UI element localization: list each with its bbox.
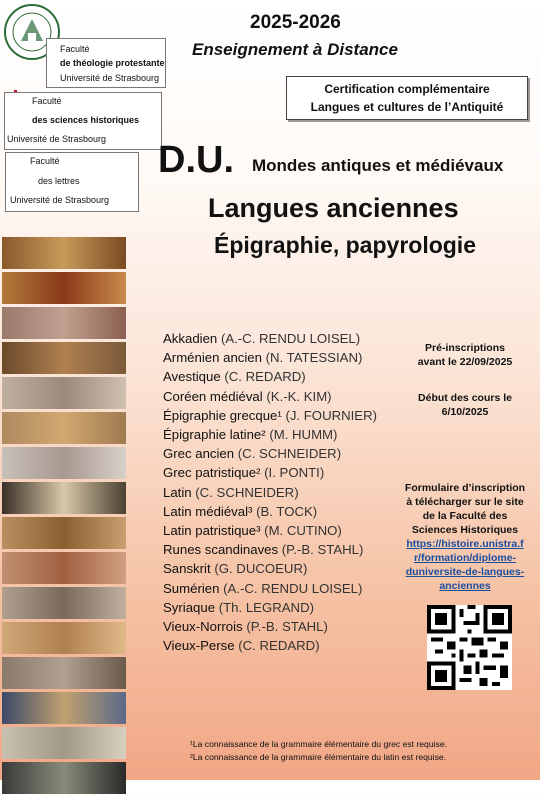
certification-line1: Certification complémentaire [324,82,490,96]
language-name: Sumérien [163,580,220,596]
language-teacher: (C. SCHNEIDER) [237,446,342,462]
du-subtitle: Mondes antiques et médiévaux [252,156,504,175]
language-teacher: (M. CUTINO) [264,523,342,539]
preinscription-line1: Pré-inscriptions [425,342,505,354]
teaching-mode: Enseignement à Distance [192,40,398,59]
language-item [163,483,377,502]
language-teacher: (A.-C. RENDU LOISEL) [223,580,363,596]
certification-box [286,76,528,120]
language-teacher: (A.-C. RENDU LOISEL) [220,331,361,346]
language-item [163,387,377,406]
manuscript-image [2,762,126,794]
logo-lettres-line1: Faculté [30,156,60,166]
language-teacher: (G. DUCOEUR) [214,561,308,577]
qr-code[interactable] [427,605,512,690]
form-line4: Sciences Historiques [411,524,519,536]
language-teacher: (K.-K. KIM) [266,388,332,404]
language-item [163,521,377,540]
language-item [163,367,377,386]
language-name: Latin patristique³ [163,523,261,539]
main-title: Langues anciennes [208,193,459,223]
language-teacher: (Th. LEGRAND) [218,599,314,615]
language-teacher: (B. TOCK) [256,503,318,519]
manuscript-image [2,517,126,549]
language-item [163,617,377,636]
manuscript-image [2,692,126,724]
manuscript-image [2,727,126,759]
registration-form-info [400,481,530,593]
form-line1: Formulaire d’inscription [404,482,526,494]
form-line2: à télécharger sur le site [406,496,524,508]
language-list [163,329,377,655]
logo-lettres-line2: des lettres [38,176,80,186]
language-item [163,540,377,559]
manuscript-image [2,342,126,374]
language-name: Épigraphie latine² [163,427,266,443]
language-name: Latin [163,484,192,500]
logo-histoire-line3: Université de Strasbourg [7,134,107,144]
language-item [163,348,377,367]
preinscription-line2: avant le 22/09/2025 [417,356,513,368]
manuscript-image [2,657,126,689]
registration-link[interactable]: https://histoire.unistra.f r/formation/diplome- duniversite-de-langues- anciennes [405,538,525,592]
language-name: Sanskrit [163,561,211,577]
footnote-latin: ²La connaissance de la grammaire élémentaire du latin est requise. [190,752,447,762]
language-name: Grec patristique² [163,465,261,481]
footnote-greek: ¹La connaissance de la grammaire élémentaire du grec est requise. [190,739,447,749]
manuscript-image [2,307,126,339]
manuscript-image [2,272,126,304]
language-teacher: (J. FOURNIER) [285,407,378,423]
manuscript-image-strip [2,237,126,797]
logo-histoire-line1: Faculté [32,96,62,106]
language-item [163,636,377,655]
course-start-line1: Début des cours le [418,392,512,404]
language-name: Akkadien [163,331,218,346]
logo-lettres-line3: Université de Strasbourg [10,195,110,205]
preinscription-info [400,341,530,369]
language-name: Vieux-Perse [163,638,235,654]
language-name: Avestique [163,369,221,385]
language-teacher: (P.-B. STAHL) [281,542,364,558]
academic-year: 2025-2026 [250,12,341,33]
language-item [163,502,377,521]
language-item [163,579,377,598]
language-item [163,463,377,482]
language-name: Syriaque [163,599,216,615]
certification-line2: Langues et cultures de l’Antiquité [310,100,504,114]
language-item [163,559,377,578]
language-name: Coréen médiéval [163,388,263,404]
language-teacher: (P.-B. STAHL) [246,619,328,635]
manuscript-image [2,412,126,444]
language-teacher: (C. SCHNEIDER) [195,484,299,500]
language-name: Grec ancien [163,446,235,462]
language-item [163,598,377,617]
manuscript-image [2,482,126,514]
manuscript-image [2,447,126,479]
manuscript-image [2,587,126,619]
language-name: Latin médiéval³ [163,503,253,519]
language-item [163,425,377,444]
manuscript-image [2,552,126,584]
logo-histoire-line2: des sciences historiques [32,115,140,125]
course-start-info [400,391,530,419]
du-title: D.U. [158,139,234,181]
language-name: Arménien ancien [163,350,262,366]
language-name: Runes scandinaves [163,542,279,558]
manuscript-image [2,237,126,269]
manuscript-image [2,377,126,409]
language-teacher: (I. PONTI) [264,465,325,481]
language-item [163,444,377,463]
form-line3: de la Faculté des [422,510,508,522]
language-teacher: (C. REDARD) [238,638,320,654]
language-teacher: (C. REDARD) [224,369,306,385]
language-teacher: (N. TATESSIAN) [265,350,363,366]
logo-theologie-line3: Université de Strasbourg [60,73,160,83]
logo-theologie-line1: Faculté [60,44,90,54]
language-name: Vieux-Norrois [163,619,243,635]
secondary-title: Épigraphie, papyrologie [214,232,476,258]
manuscript-image [2,622,126,654]
course-start-line2: 6/10/2025 [441,406,489,418]
language-item [163,406,377,425]
language-name: Épigraphie grecque¹ [163,407,282,423]
language-item [163,329,377,348]
language-teacher: (M. HUMM) [269,427,338,443]
logo-theologie-line2: de théologie protestante [60,58,165,68]
